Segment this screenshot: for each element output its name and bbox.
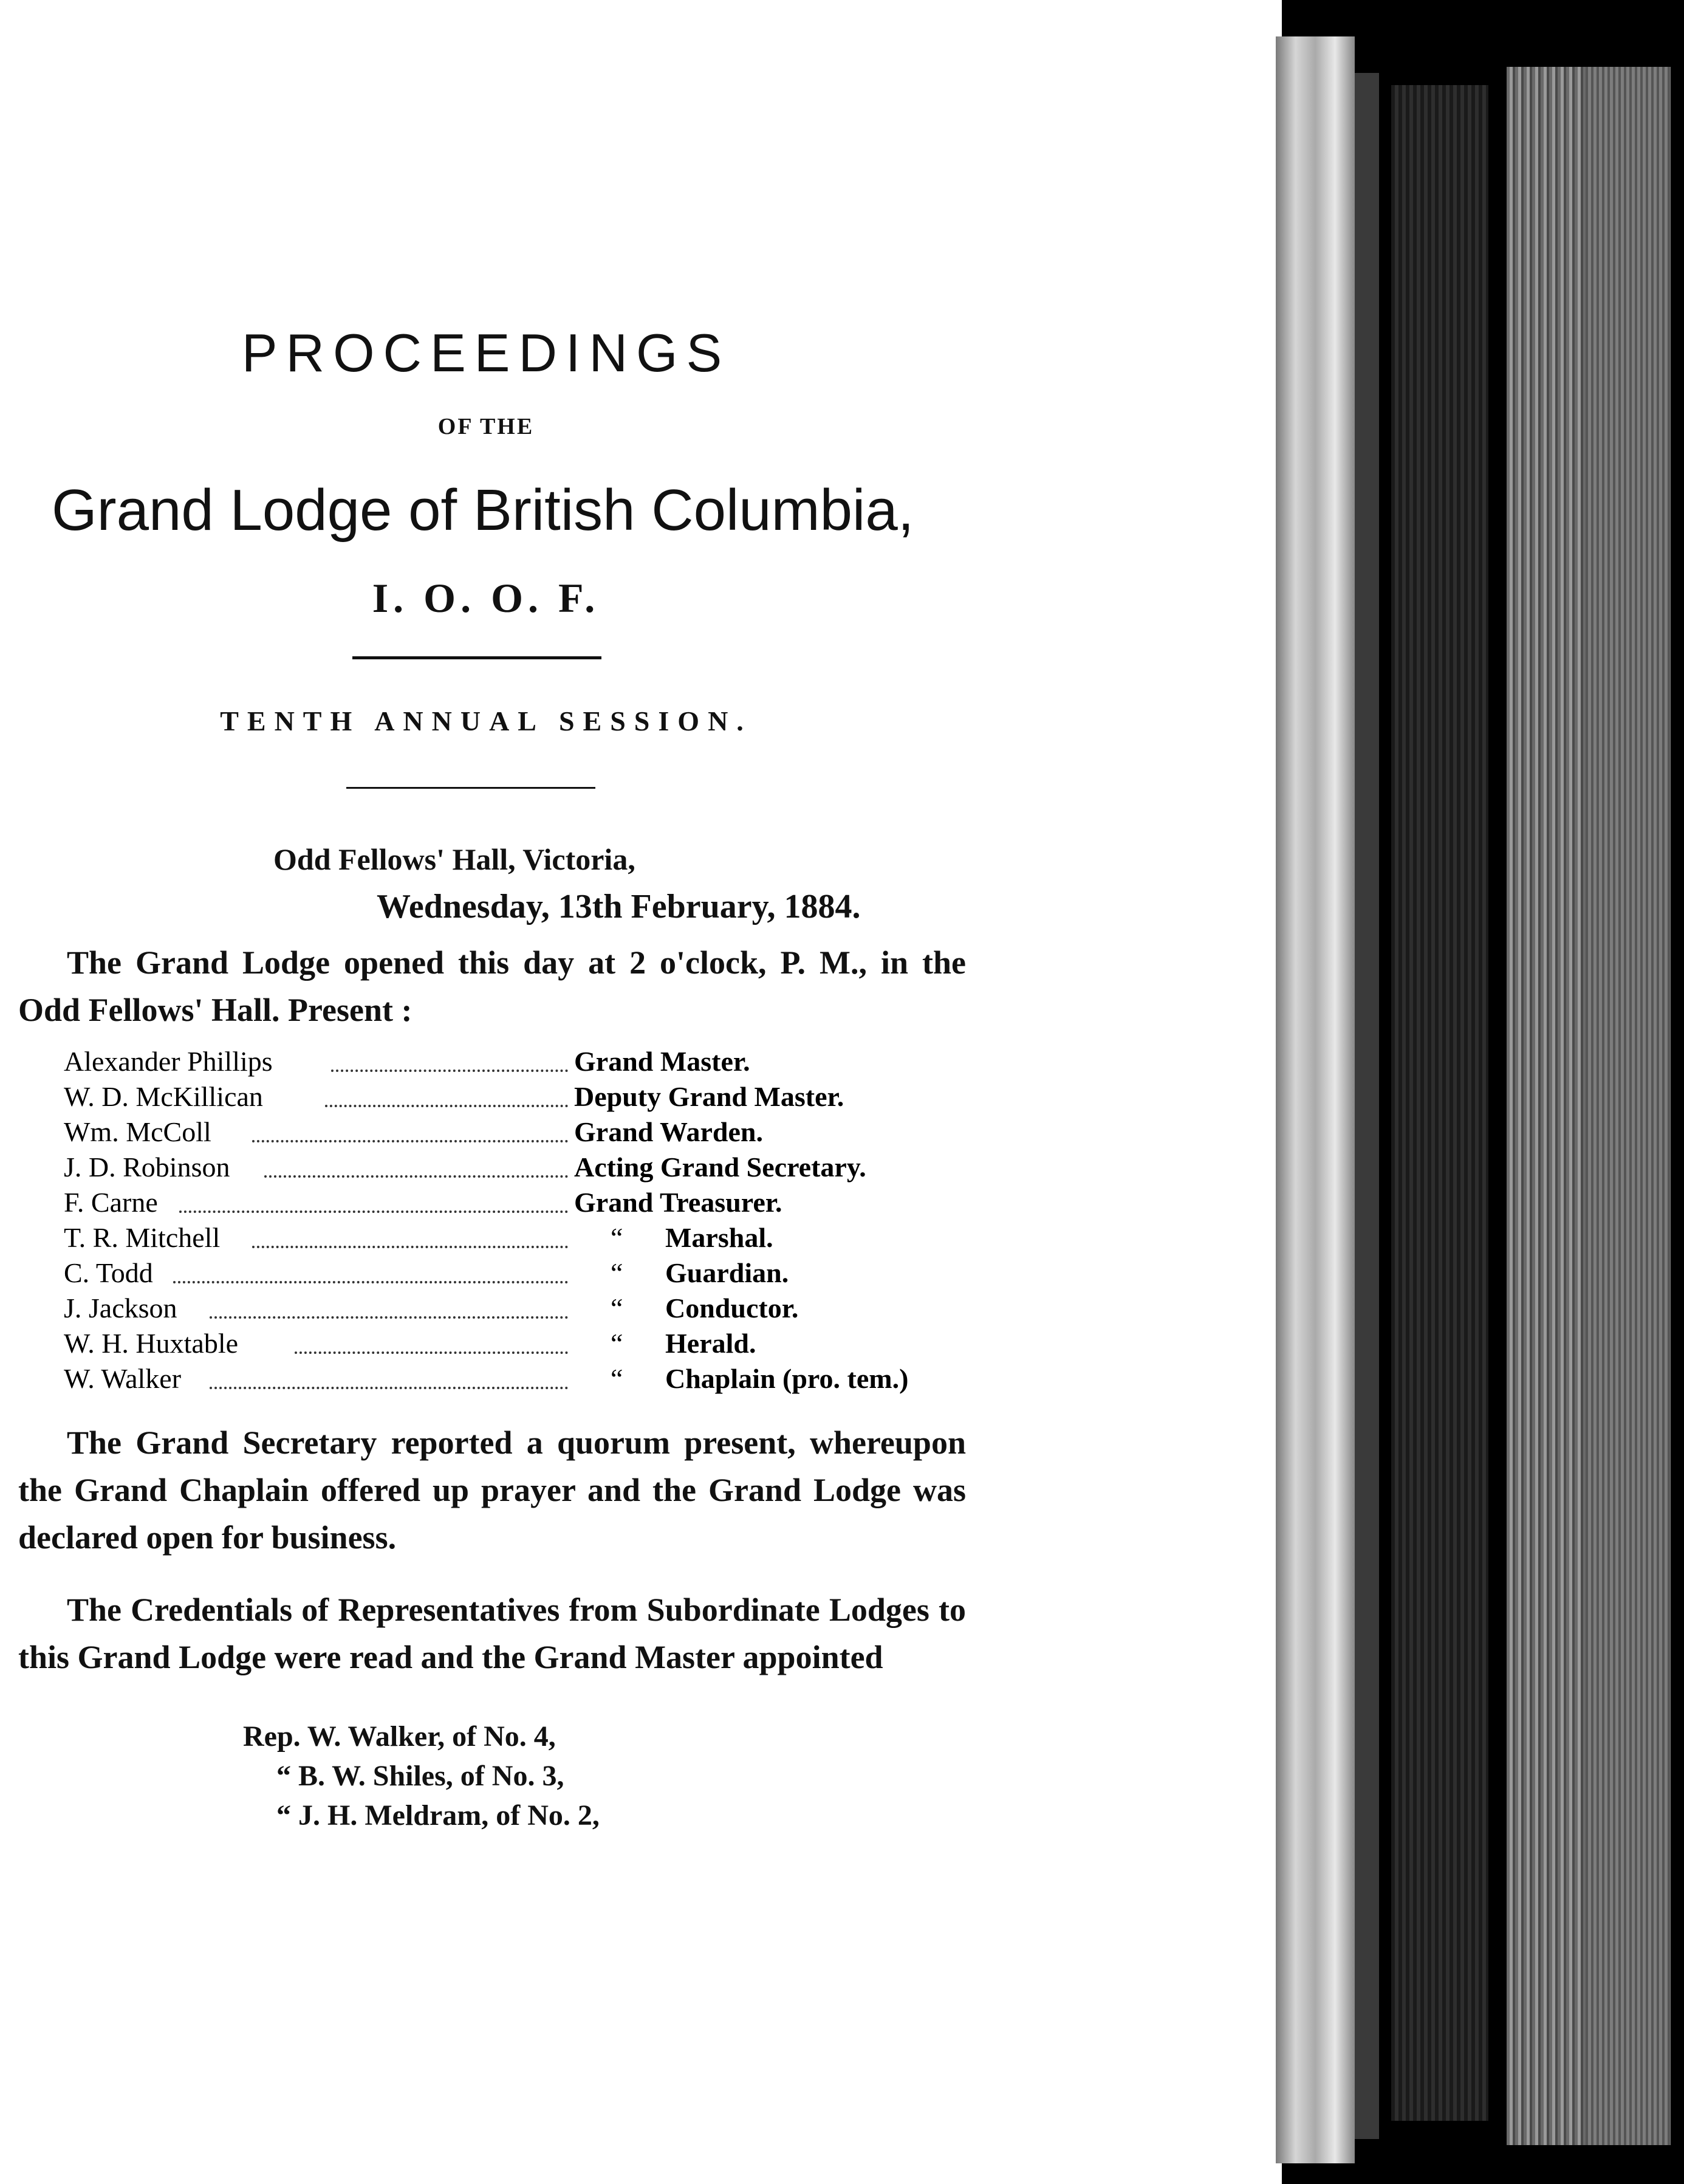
meeting-date: Wednesday, 13th February, 1884.: [377, 888, 861, 925]
page-edge: [1355, 73, 1379, 2139]
officer-name: W. Walker: [64, 1363, 182, 1394]
officer-title: Herald.: [665, 1328, 756, 1359]
representative-line: Rep. W. Walker, of No. 4,: [243, 1720, 556, 1753]
officer-row: [64, 1116, 1011, 1151]
officer-title: Conductor.: [665, 1293, 799, 1324]
officer-name: C. Todd: [64, 1257, 153, 1288]
officer-row: [64, 1080, 1011, 1116]
officer-name: F. Carne: [64, 1187, 158, 1218]
meeting-place: Odd Fellows' Hall, Victoria,: [273, 842, 635, 876]
officer-row: [64, 1257, 1011, 1292]
leader-dots: [295, 1351, 568, 1354]
officer-title: Marshal.: [665, 1222, 773, 1253]
leader-dots: [264, 1175, 568, 1178]
officer-title: Grand Master.: [574, 1046, 750, 1077]
officer-name: T. R. Mitchell: [64, 1222, 221, 1253]
ditto-mark: “: [611, 1328, 623, 1359]
officer-name: W. D. McKillican: [64, 1081, 263, 1112]
ditto-mark: “: [611, 1293, 623, 1324]
divider: [346, 787, 595, 789]
leader-dots: [179, 1210, 568, 1213]
leader-dots: [252, 1140, 568, 1142]
divider: [352, 656, 601, 659]
officer-row: [64, 1327, 1011, 1362]
organization-name: Grand Lodge of British Columbia,: [52, 478, 914, 543]
officer-row: [64, 1221, 1011, 1257]
representative-line: “ B. W. Shiles, of No. 3,: [276, 1760, 564, 1792]
officer-row: [64, 1045, 1011, 1080]
officer-row: [64, 1151, 1011, 1186]
officer-title: Deputy Grand Master.: [574, 1081, 844, 1112]
leader-dots: [173, 1281, 568, 1283]
officer-name: J. D. Robinson: [64, 1152, 230, 1183]
of-the-label: OF THE: [437, 414, 535, 439]
page-edge: [1586, 67, 1671, 2145]
officer-row: [64, 1362, 1011, 1398]
officer-name: Wm. McColl: [64, 1116, 211, 1147]
ditto-mark: “: [611, 1257, 623, 1288]
leader-dots: [210, 1316, 568, 1319]
representative-line: “ J. H. Meldram, of No. 2,: [276, 1799, 600, 1832]
session-heading: TENTH ANNUAL SESSION.: [220, 706, 752, 737]
officer-title: Grand Treasurer.: [574, 1187, 782, 1218]
opening-paragraph: The Grand Lodge opened this day at 2 o'clock, P. M., in the Odd Fellows' Hall. Present :: [18, 944, 966, 1028]
officer-name: Alexander Phillips: [64, 1046, 273, 1077]
leader-dots: [210, 1387, 568, 1389]
officer-row: [64, 1292, 1011, 1327]
ditto-mark: “: [611, 1222, 623, 1253]
officer-row: [64, 1186, 1011, 1221]
order-abbreviation: I. O. O. F.: [372, 575, 600, 621]
officer-title: Grand Warden.: [574, 1116, 763, 1147]
quorum-paragraph: The Grand Secretary reported a quorum present, whereupon the Grand Chaplain offered up prayer and the Grand Lodge was declared open for business.: [18, 1424, 966, 1556]
leader-dots: [252, 1246, 568, 1248]
officer-title: Guardian.: [665, 1257, 789, 1288]
officer-name: J. Jackson: [64, 1293, 177, 1324]
page-gutter: [1276, 36, 1355, 2163]
ditto-mark: “: [611, 1363, 623, 1394]
officer-title: Chaplain (pro. tem.): [665, 1363, 909, 1394]
leader-dots: [331, 1070, 568, 1072]
page-edge: [1391, 85, 1488, 2121]
officer-name: W. H. Huxtable: [64, 1328, 239, 1359]
credentials-paragraph: The Credentials of Representatives from Subordinate Lodges to this Grand Lodge were read and the Grand Master appointed: [18, 1592, 966, 1675]
officer-title: Acting Grand Secretary.: [574, 1152, 866, 1183]
document-title: PROCEEDINGS: [241, 323, 731, 383]
leader-dots: [325, 1105, 568, 1107]
